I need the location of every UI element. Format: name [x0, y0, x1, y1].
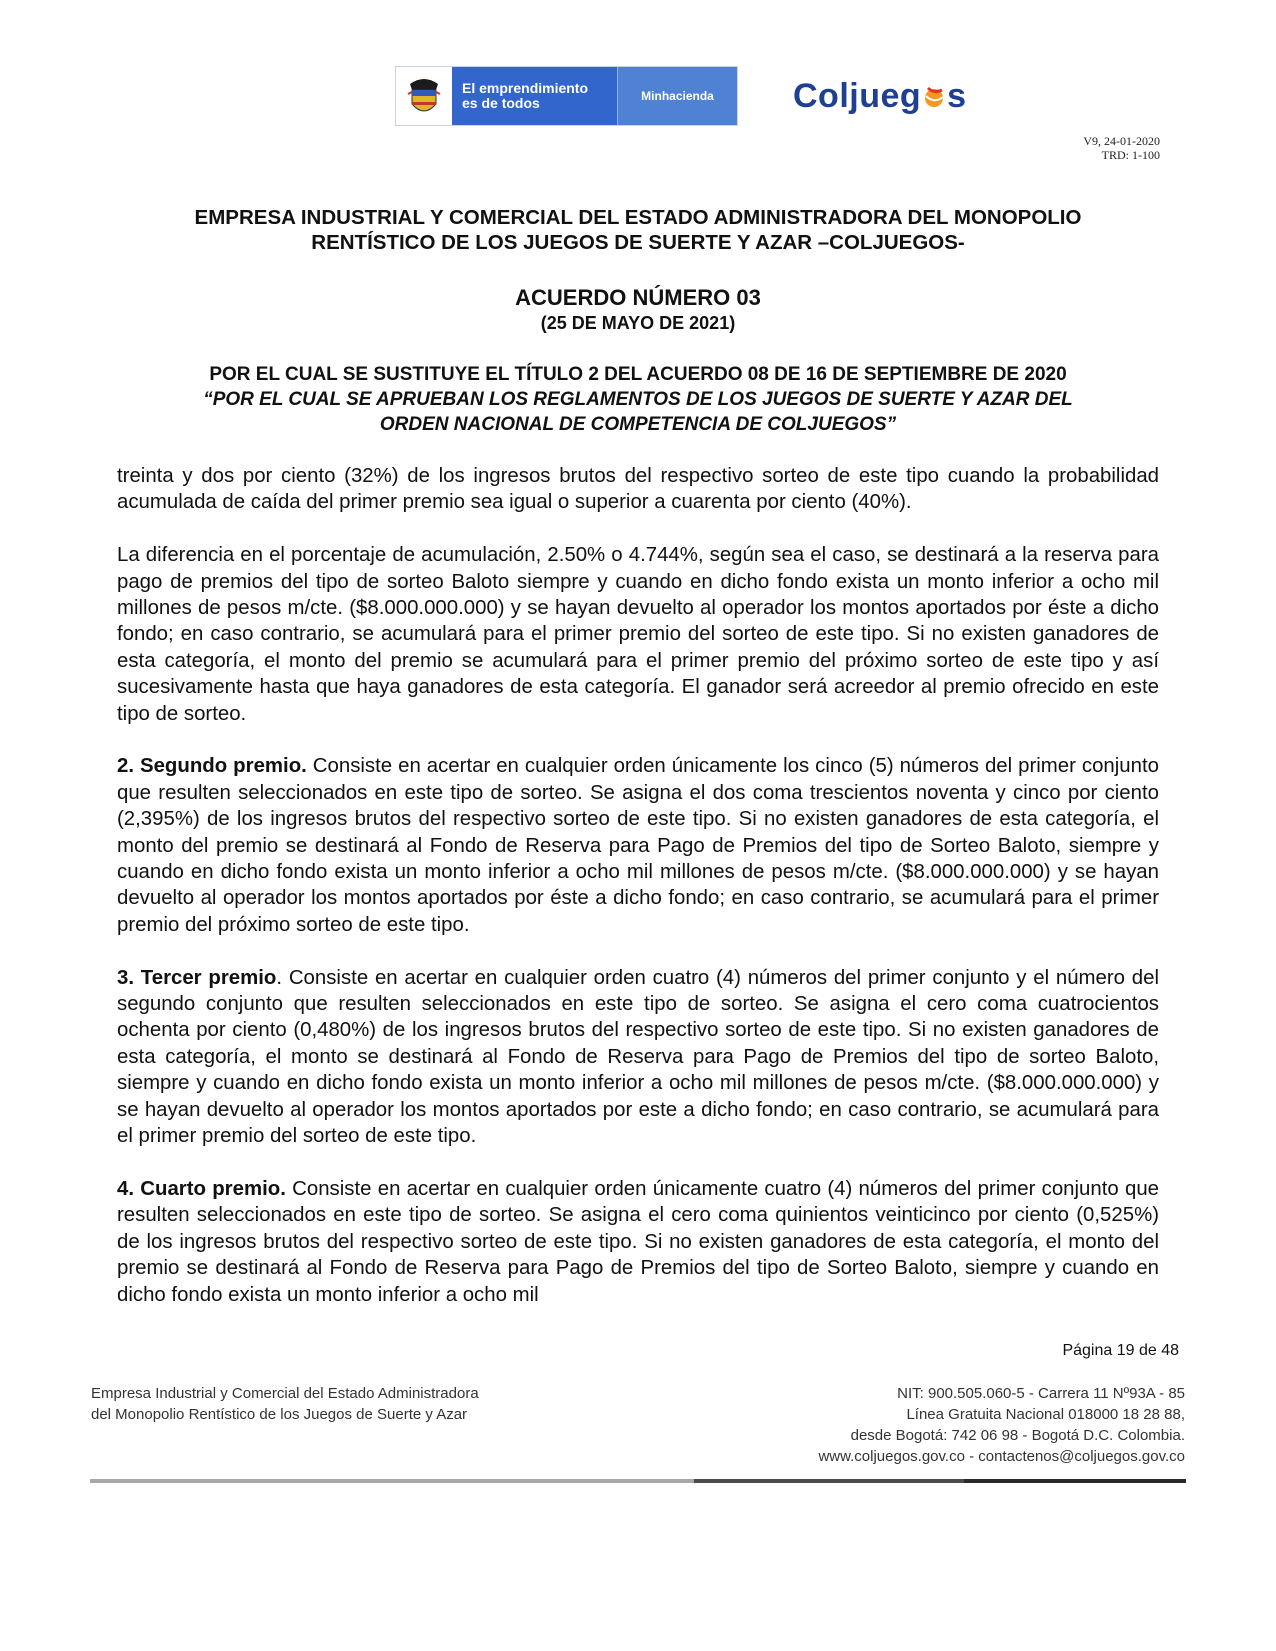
org-line-2: RENTÍSTICO DE LOS JUEGOS DE SUERTE Y AZAR –COLJUEGOS-	[311, 231, 965, 254]
tercer-premio-text: . Consiste en acertar en cualquier orden cuatro (4) números del primer conjunto y el número del segundo conjunto que resulten seleccionados en este tipo de sorteo. Se asigna el cero coma cuatrocientos ochenta por ciento (0,480%) de los ingresos brutos del respectivo sorteo de este tipo. Si no existen ganadores de esta categoría, el monto se destinará al Fondo de Reserva para Pago de Premios del tipo de sorteo Baloto, siempre y cuando en dicho fondo exista un monto inferior a ocho mil millones de pesos m/cte. ($8.000.000.000) y se hayan devuelto al operador los montos aportados por este a dicho fondo; en caso contrario, se acumulará para el primer premio del sorteo de este tipo.	[117, 966, 1160, 1148]
footer-right	[818, 1383, 1185, 1467]
trd-code: TRD: 1-100	[1101, 148, 1160, 162]
footer-divider-dark	[964, 1479, 1186, 1483]
subject-line-1: POR EL CUAL SE SUSTITUYE EL TÍTULO 2 DEL ACUERDO 08 DE 16 DE SEPTIEMBRE DE 2020	[209, 364, 1067, 385]
footer-left	[91, 1383, 479, 1425]
organization-title	[100, 205, 1176, 255]
brand-mid: ueg	[859, 76, 922, 115]
brand-ball-icon	[922, 84, 946, 108]
brand-suffix: s	[947, 76, 967, 115]
footer-nit: NIT: 900.505.060-5 - Carrera 11 Nº93A - 85	[897, 1385, 1185, 1402]
acuerdo-subject	[100, 362, 1176, 437]
footer-left-line-1: Empresa Industrial y Comercial del Estado Administradora	[91, 1385, 479, 1402]
acuerdo-date: (25 DE MAYO DE 2021)	[540, 313, 736, 333]
subject-line-2: “POR EL CUAL SE APRUEBAN LOS REGLAMENTOS DE LOS JUEGOS DE SUERTE Y AZAR DEL	[203, 389, 1073, 410]
brand-prefix: Colj	[793, 76, 860, 115]
gov-slogan-line1: El emprendimiento	[462, 80, 589, 96]
page-number: Página 19 de 48	[1062, 1342, 1179, 1359]
ministry-label: Minhacienda	[617, 67, 737, 125]
footer-left-line-2: del Monopolio Rentístico de los Juegos de Suerte y Azar	[91, 1406, 468, 1423]
footer-web-email: www.coljuegos.gov.co - contactenos@coljuegos.gov.co	[818, 1448, 1185, 1465]
gov-logo	[395, 66, 738, 126]
footer-bogota: desde Bogotá: 742 06 98 - Bogotá D.C. Colombia.	[850, 1427, 1185, 1444]
paragraph-2: La diferencia en el porcentaje de acumulación, 2.50% o 4.744%, según sea el caso, se destinará a la reserva para pago de premios del tipo de sorteo Baloto siempre y cuando en dicho fondo exista un monto inferior a ocho mil millones de pesos m/cte. ($8.000.000.000) y se hayan devuelto al operador los montos aportados por éste a dicho fondo; en caso contrario, se acumulará para el primer premio del sorteo de este tipo. Si no existen ganadores de esta categoría, el monto del premio se acumulará para el primer premio del próximo sorteo de este tipo y así sucesivamente hasta que haya ganadores de esta categoría. El ganador será acreedor al premio ofrecido en este tipo de sorteo.	[117, 544, 1159, 725]
paragraph-cuarto-premio	[117, 1176, 1159, 1308]
cuarto-premio-text: Consiste en acertar en cualquier orden únicamente cuatro (4) números del primer conjunto que resulten seleccionados en este tipo de sorteo. Se asigna el cero coma quinientos veinticinco por ciento (0,525%) de los ingresos brutos del respectivo sorteo de este tipo. Si no existen ganadores de esta categoría, el monto del premio se destinará al Fondo de Reserva para Pago de Premios del tipo de Sorteo Baloto, siempre y cuando en dicho fondo exista un monto inferior a ocho mil	[117, 1177, 1159, 1306]
org-line-1: EMPRESA INDUSTRIAL Y COMERCIAL DEL ESTADO ADMINISTRADORA DEL MONOPOLIO	[194, 206, 1082, 229]
cuarto-premio-heading: 4. Cuarto premio.	[117, 1177, 286, 1200]
footer-divider	[90, 1479, 1186, 1483]
document-body	[117, 463, 1159, 1334]
coat-of-arms-icon	[396, 67, 452, 125]
segundo-premio-heading: 2. Segundo premio.	[117, 755, 307, 778]
header-logos	[395, 66, 967, 126]
gov-slogan-line2: es de todos	[462, 95, 540, 111]
paragraph-segundo-premio	[117, 753, 1159, 938]
paragraph-1: treinta y dos por ciento (32%) de los ingresos brutos del respectivo sorteo de este tipo cuando la probabilidad acumulada de caída del primer premio sea igual o superior a cuarenta por ciento (40%).	[117, 465, 1159, 514]
coljuegos-logo	[793, 77, 967, 116]
acuerdo-number: ACUERDO NÚMERO 03	[515, 285, 761, 310]
paragraph-tercer-premio	[117, 965, 1159, 1150]
footer-divider-light	[90, 1479, 694, 1483]
subject-line-3: ORDEN NACIONAL DE COMPETENCIA DE COLJUEGOS”	[379, 414, 897, 435]
document-version	[1083, 134, 1160, 162]
footer-phone: Línea Gratuita Nacional 018000 18 28 88,	[906, 1406, 1185, 1423]
segundo-premio-text: Consiste en acertar en cualquier orden únicamente los cinco (5) números del primer conjunto que resulten seleccionados en este tipo de sorteo. Se asigna el dos coma trescientos noventa y cinco por ciento (2,395%) de los ingresos brutos del respectivo sorteo de este tipo. Si no existen ganadores de esta categoría, el monto del premio se destinará al Fondo de Reserva para Pago de Premios del tipo de Sorteo Baloto, siempre y cuando en dicho fondo exista un monto inferior a ocho mil millones de pesos m/cte. ($8.000.000.000) y se hayan devuelto al operador los montos aportados por éste a dicho fondo; en caso contrario, se acumulará para el primer premio del próximo sorteo de este tipo.	[117, 755, 1159, 936]
footer-divider-mid	[694, 1479, 964, 1483]
tercer-premio-heading: 3. Tercer premio	[117, 966, 277, 989]
version-date: V9, 24-01-2020	[1083, 134, 1160, 148]
gov-slogan	[452, 67, 617, 125]
